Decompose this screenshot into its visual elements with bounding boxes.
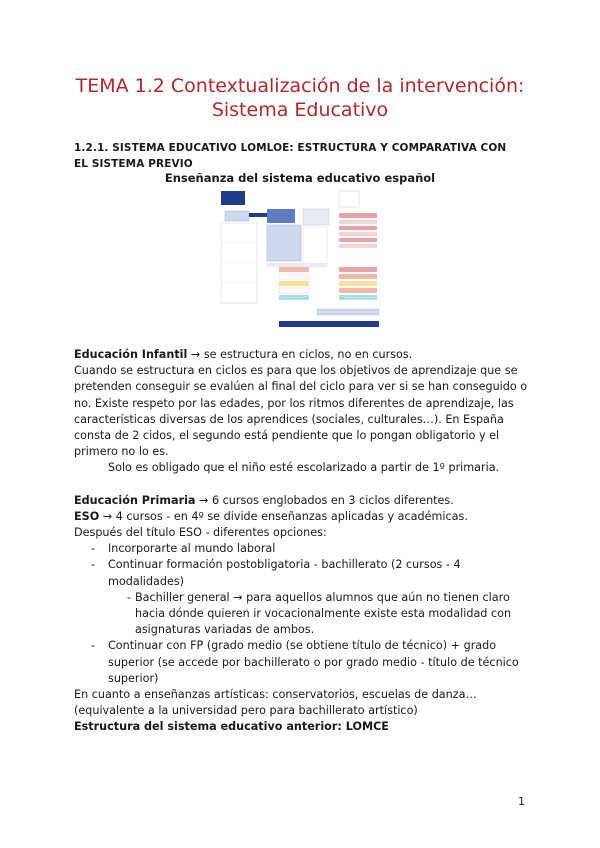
primaria-text: → 6 cursos englobados en 3 ciclos diferentes. (195, 493, 454, 507)
option-text: Continuar formación postobligatoria - bachillerato (2 cursos - 4 modalidades) (108, 558, 461, 588)
eso-line (74, 509, 534, 525)
title-line-1: TEMA 1.2 Contextualización de la intervención: (75, 75, 525, 97)
diagram-mid-panel (267, 225, 301, 261)
sub-list-item: - Bachiller general → para aquellos alumnos que aún no tienen claro hacia dónde quieren ir vocacionalmente existe esta modalidad con asignaturas variadas de ambos. (127, 590, 512, 637)
diagram-uni-bar (279, 321, 379, 327)
diagram-bach-header (339, 267, 377, 272)
eso-label: ESO (74, 509, 100, 523)
diagram-mid-panel-2 (303, 227, 327, 267)
diagram-mid-box (267, 209, 295, 223)
primaria-label: Educación Primaria (74, 493, 196, 507)
list-item: - Continuar con FP (grado medio (se obtiene título de técnico) + grado superior (se accede por bachillerato o por grado medio - título de técnico superior) (91, 639, 519, 685)
eso-text: → 4 cursos - en 4º se divide enseñanzas aplicadas y académicas. (99, 509, 468, 523)
option-text: Continuar con FP (grado medio (se obtiene título de técnico) + grado superior (se accede por bachillerato o por grado medio - título de técnico superior) (108, 639, 519, 685)
education-system-diagram (219, 187, 381, 329)
sub-option-text: Bachiller general → para aquellos alumnos que aún no tienen claro hacia dónde quieren ir vocacionalmente existe esta modalidad con asignaturas variadas de ambos. (135, 590, 512, 637)
document-body (74, 347, 534, 736)
diagram-mid-box-2 (303, 209, 329, 225)
primaria-line (74, 493, 534, 509)
diagram-uni-header (317, 309, 379, 315)
previous-system-heading: Estructura del sistema educativo anterior: LOMCE (74, 720, 389, 734)
diagram-header-block (221, 191, 245, 205)
option-text: Incorporarte al mundo laboral (108, 542, 276, 556)
diagram-right-box (339, 191, 359, 207)
infantil-paragraph: Cuando se estructura en ciclos es para que los objetivos de aprendizaje que se pretenden conseguir se evalúen al final del ciclo para ver si se han conseguido o no. Existe respeto por las edades, por los ritmos diferentes de aprendizaje, las características diversas de los aprendices (sociales, culturales…). En España consta de 2 cidos, el segundo está pendiente que lo pongan obligatorio y el primero no lo es. (74, 364, 528, 459)
diagram-fp-header (279, 267, 309, 272)
infantil-note: Solo es obligado que el niño esté escolarizado a partir de 1º primaria. (108, 461, 500, 475)
diagram-mid-strip (267, 263, 327, 267)
figure-caption: Enseñanza del sistema educativo español (164, 171, 436, 185)
document-title (0, 74, 600, 122)
title-line-2: Sistema Educativo (211, 99, 389, 121)
infantil-label: Educación Infantil (74, 348, 188, 361)
diagram-left-box (225, 211, 249, 221)
eso-options-intro: Después del título ESO - diferentes opciones: (74, 526, 327, 540)
infantil-heading (74, 347, 534, 363)
page-number: 1 (518, 795, 525, 808)
diagram-right-header (339, 213, 377, 218)
section-heading: 1.2.1. SISTEMA EDUCATIVO LOMLOE: ESTRUCTURA Y COMPARATIVA CON EL SISTEMA PREVIO (74, 142, 507, 170)
artisticas-paragraph: En cuanto a enseñanzas artísticas: conservatorios, escuelas de danza… (equivalente a la universidad pero para bachillerato artístico) (74, 688, 477, 718)
infantil-lead: → se estructura en ciclos, no en cursos. (187, 348, 413, 361)
list-item: - Continuar formación postobligatoria - bachillerato (2 cursos - 4 modalidades) (91, 558, 461, 588)
diagram-connector (249, 213, 267, 217)
list-item: - Incorporarte al mundo laboral (91, 542, 276, 556)
